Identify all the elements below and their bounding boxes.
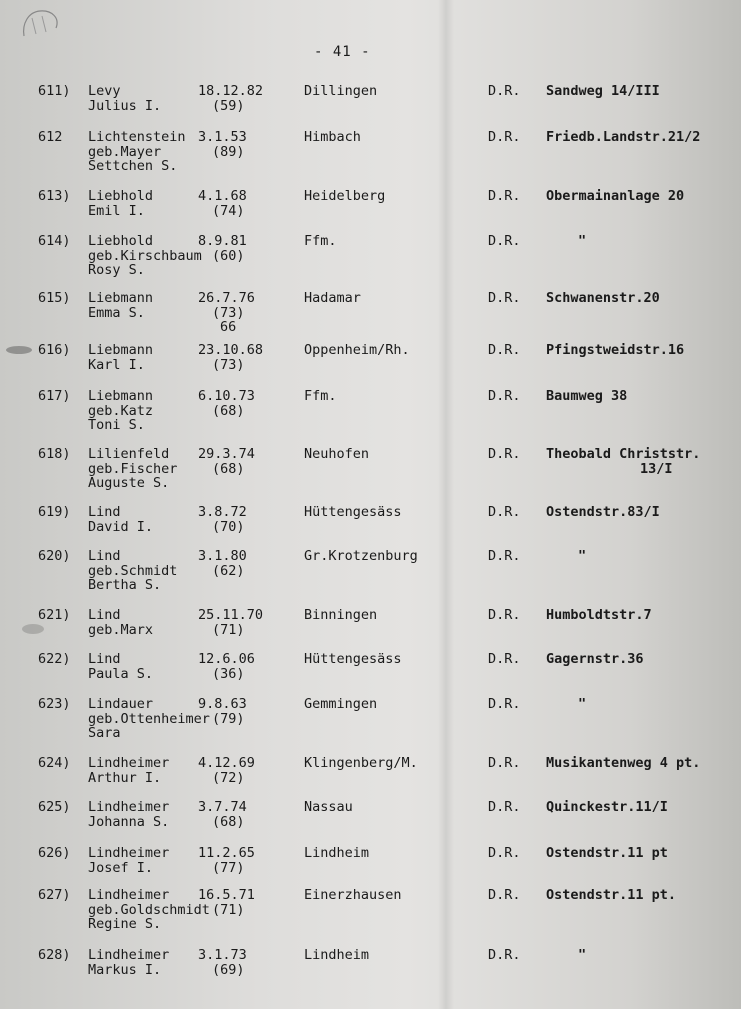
entry-age-correction: 66 — [220, 319, 237, 335]
entry-name-line: Liebmann — [88, 342, 154, 358]
entry-age: (69) — [212, 961, 245, 978]
entry-age: (70) — [212, 518, 245, 535]
entry-birth-date: 16.5.71 — [198, 887, 255, 903]
entry-name-line: David I. — [88, 518, 154, 535]
scuff-mark — [6, 346, 32, 354]
entry-name-line: geb.Marx — [88, 621, 154, 638]
entry-birthplace: Klingenberg/M. — [304, 755, 418, 771]
entry-citizenship: D.R. — [488, 342, 521, 358]
entry-name-line: Regine S. — [88, 916, 162, 932]
entry-name-line: Lindauer — [88, 696, 154, 712]
entry-birthplace: Gemmingen — [304, 696, 378, 712]
entry-age: (36) — [212, 665, 245, 682]
entry-name-line: geb.Katz — [88, 402, 154, 419]
entry-citizenship: D.R. — [488, 290, 521, 306]
entry-birth-date: 3.1.73 — [198, 947, 247, 963]
entry-birth-date: 8.9.81 — [198, 233, 247, 249]
entry-address-line: Quinckestr.11/I — [546, 799, 668, 815]
page-fold-shadow — [438, 0, 454, 1009]
entry-citizenship: D.R. — [488, 799, 521, 815]
entry-number: 614) — [38, 233, 71, 249]
entry-name-line: Rosy S. — [88, 262, 145, 278]
entry-address-line: Friedb.Landstr.21/2 — [546, 129, 701, 145]
entry-number: 620) — [38, 548, 71, 564]
entry-age: (71) — [212, 901, 245, 918]
entry-birthplace: Hüttengesäss — [304, 651, 402, 667]
entry-number: 627) — [38, 887, 71, 903]
entry-birth-date: 18.12.82 — [198, 83, 264, 99]
entry-name-line: geb.Ottenheimer — [88, 710, 210, 727]
entry-birthplace: Hadamar — [304, 290, 361, 306]
entry-name-line: Lindheimer — [88, 845, 170, 861]
entry-name-line: Emma S. — [88, 304, 145, 321]
entry-name-line: geb.Goldschmidt — [88, 901, 210, 918]
entry-name-line: Liebhold — [88, 188, 154, 204]
entry-number: 617) — [38, 388, 71, 404]
entry-name-line: geb.Mayer — [88, 143, 162, 160]
entry-name-line: Lichtenstein — [88, 129, 186, 145]
entry-birth-date: 29.3.74 — [198, 446, 255, 462]
entry-name-line: Lindheimer — [88, 799, 170, 815]
entry-name-line: Lindheimer — [88, 755, 170, 771]
entry-citizenship: D.R. — [488, 129, 521, 145]
entry-address-line: Gagernstr.36 — [546, 651, 644, 667]
entry-citizenship: D.R. — [488, 845, 521, 861]
entry-birthplace: Heidelberg — [304, 188, 386, 204]
entry-name-line: Levy — [88, 83, 121, 99]
entry-number: 616) — [38, 342, 71, 358]
entry-name-line: Johanna S. — [88, 813, 170, 830]
entry-birth-date: 26.7.76 — [198, 290, 255, 306]
entry-birth-date: 9.8.63 — [198, 696, 247, 712]
entry-address-line: Schwanenstr.20 — [546, 290, 660, 306]
entry-name-line: Arthur I. — [88, 769, 162, 786]
entry-citizenship: D.R. — [488, 388, 521, 404]
entry-name-line: geb.Kirschbaum — [88, 247, 202, 264]
entry-number: 619) — [38, 504, 71, 520]
entry-number: 623) — [38, 696, 71, 712]
entry-age: (79) — [212, 710, 245, 727]
entry-number: 615) — [38, 290, 71, 306]
entry-address-line: Ostendstr.83/I — [546, 504, 660, 520]
entry-age: (73) — [212, 304, 245, 321]
entry-citizenship: D.R. — [488, 755, 521, 771]
entry-birth-date: 23.10.68 — [198, 342, 264, 358]
entry-birthplace: Dillingen — [304, 83, 378, 99]
entry-citizenship: D.R. — [488, 887, 521, 903]
entry-address-line: Obermainanlage 20 — [546, 188, 685, 204]
entry-citizenship: D.R. — [488, 947, 521, 963]
entry-name-line: Liebhold — [88, 233, 154, 249]
entry-citizenship: D.R. — [488, 233, 521, 249]
entry-address-line: " — [578, 548, 587, 564]
entry-birth-date: 25.11.70 — [198, 607, 264, 623]
entry-citizenship: D.R. — [488, 446, 521, 462]
entry-birthplace: Himbach — [304, 129, 361, 145]
entry-birth-date: 11.2.65 — [198, 845, 255, 861]
entry-citizenship: D.R. — [488, 83, 521, 99]
entry-address-line: Sandweg 14/III — [546, 83, 660, 99]
entry-birth-date: 6.10.73 — [198, 388, 255, 404]
entry-name-line: Emil I. — [88, 202, 145, 219]
entry-name-line: Josef I. — [88, 859, 154, 876]
entry-age: (68) — [212, 460, 245, 477]
entry-address-line: Musikantenweg 4 pt. — [546, 755, 701, 771]
entry-name-line: Bertha S. — [88, 577, 162, 593]
entry-birthplace: Nassau — [304, 799, 353, 815]
entry-age: (71) — [212, 621, 245, 638]
entry-name-line: Lind — [88, 504, 121, 520]
scuff-mark — [22, 624, 44, 634]
entry-number: 611) — [38, 83, 71, 99]
entry-birth-date: 3.8.72 — [198, 504, 247, 520]
entry-birth-date: 4.12.69 — [198, 755, 255, 771]
entry-number: 628) — [38, 947, 71, 963]
entry-age: (68) — [212, 402, 245, 419]
entry-number: 622) — [38, 651, 71, 667]
entry-name-line: Auguste S. — [88, 475, 170, 491]
entry-birth-date: 3.7.74 — [198, 799, 247, 815]
entry-birthplace: Hüttengesäss — [304, 504, 402, 520]
entry-number: 624) — [38, 755, 71, 771]
entry-birthplace: Ffm. — [304, 388, 337, 404]
entry-birthplace: Oppenheim/Rh. — [304, 342, 410, 358]
entry-citizenship: D.R. — [488, 548, 521, 564]
entry-age: (62) — [212, 562, 245, 579]
entry-name-line: Lilienfeld — [88, 446, 170, 462]
entry-name-line: Lind — [88, 607, 121, 623]
entry-age: (74) — [212, 202, 245, 219]
entry-age: (60) — [212, 247, 245, 264]
entry-name-line: Markus I. — [88, 961, 162, 978]
entry-age: (77) — [212, 859, 245, 876]
entry-name-line: Toni S. — [88, 417, 145, 433]
entry-name-line: Liebmann — [88, 290, 154, 306]
entry-age: (73) — [212, 356, 245, 373]
entry-number: 625) — [38, 799, 71, 815]
entry-number: 618) — [38, 446, 71, 462]
entry-name-line: Karl I. — [88, 356, 145, 373]
entry-name-line: Liebmann — [88, 388, 154, 404]
entry-birthplace: Binningen — [304, 607, 378, 623]
entry-number: 626) — [38, 845, 71, 861]
entry-address-line: Humboldtstr.7 — [546, 607, 652, 623]
entry-address-line: 13/I — [640, 460, 673, 477]
entry-birth-date: 4.1.68 — [198, 188, 247, 204]
entry-birthplace: Neuhofen — [304, 446, 370, 462]
entry-number: 621) — [38, 607, 71, 623]
page-number: - 41 - — [314, 44, 371, 60]
entry-citizenship: D.R. — [488, 651, 521, 667]
entry-name-line: geb.Schmidt — [88, 562, 178, 579]
entry-number: 613) — [38, 188, 71, 204]
entry-address-line: Ostendstr.11 pt — [546, 845, 668, 861]
entry-citizenship: D.R. — [488, 504, 521, 520]
entry-age: (68) — [212, 813, 245, 830]
entry-birth-date: 3.1.53 — [198, 129, 247, 145]
entry-birthplace: Einerzhausen — [304, 887, 402, 903]
entry-address-line: Baumweg 38 — [546, 388, 628, 404]
entry-name-line: Sara — [88, 725, 121, 741]
entry-birth-date: 12.6.06 — [198, 651, 255, 667]
entry-number: 612 — [38, 129, 63, 145]
entry-name-line: Lindheimer — [88, 947, 170, 963]
entry-birthplace: Lindheim — [304, 947, 370, 963]
entry-birthplace: Lindheim — [304, 845, 370, 861]
entry-citizenship: D.R. — [488, 188, 521, 204]
entry-age: (72) — [212, 769, 245, 786]
entry-birth-date: 3.1.80 — [198, 548, 247, 564]
entry-citizenship: D.R. — [488, 607, 521, 623]
entry-name-line: Lindheimer — [88, 887, 170, 903]
entry-name-line: Paula S. — [88, 665, 154, 682]
entry-age: (89) — [212, 143, 245, 160]
entry-name-line: Lind — [88, 548, 121, 564]
entry-birthplace: Gr.Krotzenburg — [304, 548, 418, 564]
entry-birthplace: Ffm. — [304, 233, 337, 249]
entry-name-line: Settchen S. — [88, 158, 178, 174]
entry-address-line: Theobald Christstr. — [546, 446, 701, 462]
entry-name-line: Julius I. — [88, 97, 162, 114]
entry-address-line: " — [578, 696, 587, 712]
entry-name-line: geb.Fischer — [88, 460, 178, 477]
entry-address-line: " — [578, 233, 587, 249]
entry-citizenship: D.R. — [488, 696, 521, 712]
entry-address-line: Pfingstweidstr.16 — [546, 342, 685, 358]
entry-address-line: " — [578, 947, 587, 963]
entry-name-line: Lind — [88, 651, 121, 667]
entry-address-line: Ostendstr.11 pt. — [546, 887, 677, 903]
entry-age: (59) — [212, 97, 245, 114]
pencil-mark-icon — [18, 6, 62, 46]
